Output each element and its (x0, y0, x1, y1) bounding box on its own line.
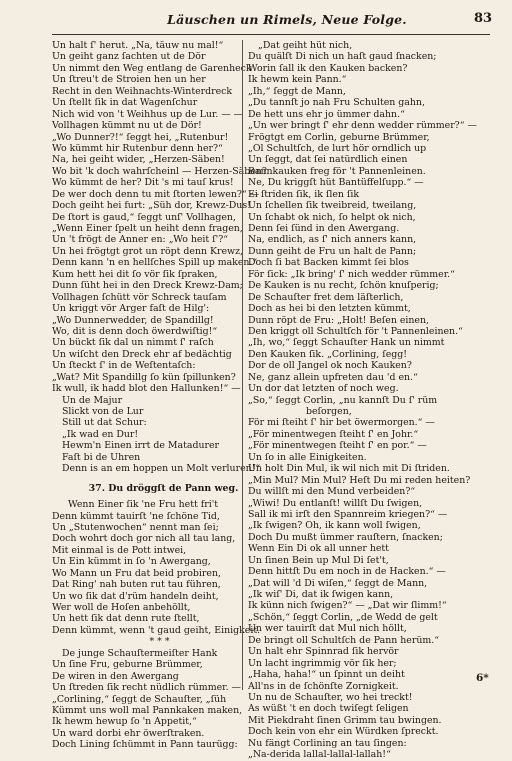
right-column-line: Un ſinen Bein up Mul Di ſet't, (248, 554, 389, 566)
left-column-line: Dunn ſüht hei in den Dreck Krewz-Dam; (52, 280, 243, 292)
right-column-line: Ik künn nich ſwigen?“ — „Dat wir ſlimm!“ (248, 600, 447, 612)
left-column-line: Ik hewm hewup ſo 'n Appetit,“ (52, 716, 197, 728)
left-column-line: Faſt bi de Uhren (62, 451, 141, 463)
left-column-line: De wiren in den Awergang (52, 670, 179, 682)
left-column-line: Doch geiht hei furt: „Süh dor, Krewz-Dus! (52, 200, 251, 212)
right-column-line: Un ſchabt ok nich, ſo helpt ok nich, (248, 211, 416, 223)
right-column-line: Doch Du mußt ümmer rauſtern, ſnacken; (248, 531, 443, 543)
right-column-line: Wenn Ein Di ok all unner hett (248, 543, 389, 555)
right-column (248, 40, 477, 761)
left-column-line: Un de Majur (62, 394, 123, 406)
right-column-line: Nu fängt Corlining an tau ſingen: (248, 737, 407, 749)
right-column-line: Denn ſei ſünd in den Awergang. (248, 223, 400, 234)
right-column-line: Bannkauken freg för 't Pannenleinen. (248, 165, 426, 177)
left-column-line: Un kriggt vör Arger faſt de Hilg': (52, 303, 210, 315)
right-column-line: Du quälſt Di nich un haſt gaud ſnacken; (248, 51, 437, 63)
right-column-line: Un nu de Schauſter, wo hei treckt! (248, 691, 413, 703)
right-column-line: „Haha, haha!“ un ſpinnt un deiht (248, 669, 405, 681)
right-column-line: „Dat will 'd Di wiſen,“ ſeggt de Mann, (248, 577, 428, 589)
left-column-line: Un wiſcht den Dreck ehr af bedächtig (52, 348, 232, 360)
left-column-line: Denn is an em hoppen un Molt verluren!“ (62, 463, 261, 475)
right-column-line: „För minentwegen ſteiht ſ' en por.“ — (248, 440, 427, 452)
right-column-line: „Min Mul? Min Mul? Heſt Du mi reden heiten? (248, 474, 471, 486)
right-column-line: „Dat geiht hüt nich, (258, 40, 353, 51)
left-column-line: Un bückt ſik dal un nimmt ſ' raſch (52, 337, 214, 349)
right-column-line: De Kauken is nu recht, ſchön knuſperig; (248, 280, 439, 292)
right-column-line: Dor de oll Jangel ok noch Kauken? (248, 360, 412, 372)
right-column-line: Worin ſall ik den Kauken backen? (248, 62, 408, 74)
right-column-line: As wüßt 't en doch twiſegt ſeligen (248, 703, 409, 715)
right-column-line: De hett uns ehr jo ümmer dahn.“ (248, 108, 405, 120)
left-column-line: Wo, dit is denn doch öwerdwiſtig!“ (52, 325, 218, 337)
right-column-line: „Un wer bringt ſ' ehr denn wedder rümmer?“ — (248, 120, 477, 132)
right-column-line: Na, endlich, as ſ' nich anners kann, (248, 234, 417, 246)
right-column-line: „Ik ſwigen? Oh, ik kann woll ſwigen, (248, 520, 421, 532)
right-column-line: Denn hittſt Du em noch in de Hacken.“ — (248, 566, 446, 578)
page-header (0, 0, 512, 40)
right-column-line: „Ih,“ ſeggt de Mann, (248, 85, 346, 97)
right-column-line: Du willſt mi den Mund verbeiden?“ (248, 486, 416, 498)
left-column-line: Un ſine Fru, geburne Brümmer, (52, 659, 203, 671)
right-column-line: Un ſo in alle Einigkeiten. (248, 451, 367, 463)
right-column-line: För ſick: „Ik bring' ſ' nich wedder rümmer.“ (248, 268, 455, 280)
right-column-line: Doch kein von ehr ein Würdken ſpreckt. (248, 726, 439, 738)
right-column-line: Ei ſtriden ſik, ik ſlen ſik (248, 188, 360, 200)
right-column-line: Frögtgt em Corlin, geburne Brümmer, (248, 131, 430, 143)
column-divider (242, 40, 243, 690)
left-column-line: Un wo ſik dat d'rüm handeln deiht, (52, 590, 219, 602)
left-column-line: Recht in den Weihnachts-Winterdreck (52, 85, 233, 97)
left-column-line: Denn kann 'n en hellſches Spill up maken.“ (52, 257, 258, 269)
right-column-line: Mit Piekdraht ſinen Grimm tau bwingen. (248, 714, 442, 726)
right-column-line: „Schön,“ ſeggt Corlin, „de Wedd de gelt (248, 611, 438, 623)
left-column-line: Wo bit 'k doch wahrſcheinl — Herzen-Säben? (52, 165, 267, 177)
left-column-line: „Ik wad en Dur! (62, 428, 139, 440)
right-column-line: „Wiwi! Du entlanſt! willſt Du ſwigen, (248, 497, 423, 509)
left-column-line: Mit einmal is de Pott intwei, (52, 544, 187, 556)
right-column-line: För mi ſteiht ſ' hir bet öwermorgen.“ — (248, 417, 435, 429)
left-column (52, 40, 267, 751)
right-column-line: Un wer tauirſt dat Mul nich höllt, (248, 623, 407, 635)
running-title: Läuschen un Rimels, Neue Folge. (167, 12, 407, 27)
left-column-line: Un hei frögtgt grot un röpt denn Krewz, (52, 245, 243, 257)
left-column-line: Un ſteckt ſ' in de Weſtentaſch: (52, 360, 196, 372)
right-column-line: Dunn röpt de Fru: „Holt! Beſen einen, (248, 314, 429, 326)
right-column-line: „Na-derida lallal-lallal-lallah!“ (248, 749, 391, 761)
right-column-line: Den Kauken ſik. „Corlining, ſegg! (248, 348, 408, 360)
left-column-line: „Wo Dunnerwedder, de Spandillg! (52, 314, 214, 326)
page-number: 83 (474, 11, 493, 26)
left-column-line: Na, hei geiht wider, „Herzen-Säben! (52, 154, 225, 166)
left-column-line: Un Ein kümmt in ſo 'n Awergang, (52, 556, 211, 568)
left-column-line: Wo Mann un Fru dat beid probiren, (52, 567, 221, 579)
right-column-line: Ne, ganz allein upfreten dau 'd en.“ (248, 371, 418, 383)
right-column-line: Ik hewm kein Pann.“ (248, 74, 347, 86)
left-column-line: Un ward dorbi ehr öwerſtraken. (52, 727, 205, 739)
header-rule (52, 34, 490, 35)
left-column-line: De junge Schauſtermeiſter Hank (62, 647, 218, 659)
right-column-line: Un ſchellen ſik tweibreid, tweilang, (248, 200, 417, 212)
right-column-line: Den kriggt oll Schultſch för 't Pannenleinen.“ (248, 325, 463, 337)
left-column-line: Un ſtreu't de Stroien hen un her (52, 74, 206, 86)
left-column-line: Wer woll de Hoſen anbehöllt, (52, 602, 191, 613)
left-column-line: Vollhagen kümmt nu ut de Dör! (52, 120, 202, 132)
left-column-line: Kümmt uns woll mal Pannkaken maken, (52, 704, 243, 716)
left-column-line: Ik wull, ik hadd blot den Hallunken!“ — (52, 383, 241, 395)
left-column-line: Un „Stutenwochen“ nennt man ſei; (52, 521, 219, 533)
left-column-line: Wenn Einer ſik 'ne Fru hett fri't (68, 499, 219, 511)
left-column-line: „Corlining,“ ſeggt de Schauſter, „ſüh (52, 693, 227, 705)
left-column-line: Un ſtreden ſik recht nüdlich rümmer. — (52, 682, 241, 694)
signature-mark: 6* (476, 672, 489, 684)
right-column-line: „Ih, wo,“ ſeggt Schauſter Hank un nimmt (248, 337, 445, 349)
left-column-line: Vollhagen ſchütt vör Schreck tauſam (52, 291, 227, 303)
section-divider: * * * (149, 636, 170, 648)
right-column-line: „Ol Schultſch, de lurt hör orndlich up (248, 142, 427, 154)
left-column-line: Wo kümmt de her? Dit 's mi tauſ krus! (52, 177, 234, 189)
left-column-line: Kum hett hei dit ſo vör ſik ſpraken, (52, 268, 218, 280)
left-column-line: Denn kümmt, wenn 't gaud geiht, Einigkeit. (52, 624, 261, 636)
left-column-line: De ſtort is gaud,“ ſeggt unſ' Vollhagen, (52, 211, 236, 223)
right-column-line: Un holt Din Mul, ik wil nich mit Di ſtriden. (248, 463, 450, 475)
left-column-line: Un geiht ganz ſachten ut de Dör (52, 51, 206, 63)
left-column-line: „Wo Dunner?!“ ſeggt hei, „Rutenbur! (52, 131, 229, 143)
left-column-line: Doch Lining ſchümmt in Pann taurügg: (52, 739, 238, 751)
right-column-line: Dunn geiht de Fru un halt de Pann; (248, 245, 417, 257)
right-column-line: Un ſeggt, dat ſei natürdlich einen (248, 154, 408, 166)
right-column-line: beſorgen, (306, 406, 352, 417)
right-column-line: Un dor dat letzten of noch weg. (248, 383, 399, 395)
left-column-line: „Wat? Mit Spandillg ſo kün ſpillunken? (52, 371, 236, 383)
right-column-line: Doch ſi bat Backen kimmt ſei blos (248, 257, 409, 269)
left-column-line: Un hett ſik dat denn rute ſtellt, (52, 613, 200, 625)
right-column-line: Un halt ehr Spinnrad ſik hervör (248, 646, 399, 658)
right-column-line: Sall ik mi irſt den Spannreim kriegen?“ — (248, 508, 448, 520)
right-column-line: „Ik wiſ' Di, dat ik ſwigen kann, (248, 589, 394, 600)
left-column-line: Un 't frögt de Anner en: „Wo heit ſ'?“ (52, 234, 229, 246)
left-column-line: Doch wohrt doch gor nich all tau lang, (52, 533, 236, 545)
left-column-line: De wer doch denn tu mit ſtorten lewen?“ — (52, 188, 260, 200)
right-column-line: Un lacht ingrimmig vör ſik her; (248, 657, 397, 669)
left-column-line: Still ut dat Schur: (62, 417, 147, 429)
right-column-line: „Du tannſt jo nah Fru Schulten gahn, (248, 97, 425, 109)
left-column-line: Un ſtellt ſik in dat Wagenſchur (52, 97, 198, 109)
right-column-line: Doch as hei bi den letzten kümmt, (248, 303, 411, 315)
left-column-line: Wo kümmt hir Rutenbur denn her?“ (52, 142, 223, 154)
left-column-line: Nich wid von 't Weihhus up de Lur. — — (52, 108, 244, 120)
left-column-line: Dat Ring' nah buten rut tau führen, (52, 579, 221, 591)
section-heading: 37. Du dröggſt de Pann weg. (88, 482, 239, 494)
left-column-line: Un nimmt den Weg entlang de Garenheck (52, 62, 252, 74)
right-column-line: „För minentwegen ſteiht ſ' en Johr.“ (248, 428, 419, 440)
left-column-line (52, 475, 267, 483)
left-column-line: Hewm'n Einen irrt de Matadurer (62, 440, 220, 452)
right-column-line: All'ns in de ſchönſte Zornigkeit. (248, 680, 399, 692)
left-column-line: Slickt von de Lur (62, 406, 144, 417)
left-column-line: Un halt ſ' herut. „Na, täuw nu mal!“ (52, 40, 224, 51)
left-column-line: Denn kümmt tauirſt 'ne ſchöne Tid, (52, 510, 220, 522)
right-column-line: De bringt oll Schultſch de Pann herüm.“ (248, 634, 440, 646)
left-column-line: „Wenn Einer ſpelt un heiht denn fragen, (52, 223, 243, 234)
right-column-line: „So,“ ſeggt Corlin, „nu kannſt Du ſ' rüm (248, 394, 438, 406)
right-column-line: Ne, Du kriggſt hüt Bantüffelſupp.“ — (248, 177, 424, 189)
right-column-line: De Schauſter fret dem läſterlich, (248, 291, 404, 303)
